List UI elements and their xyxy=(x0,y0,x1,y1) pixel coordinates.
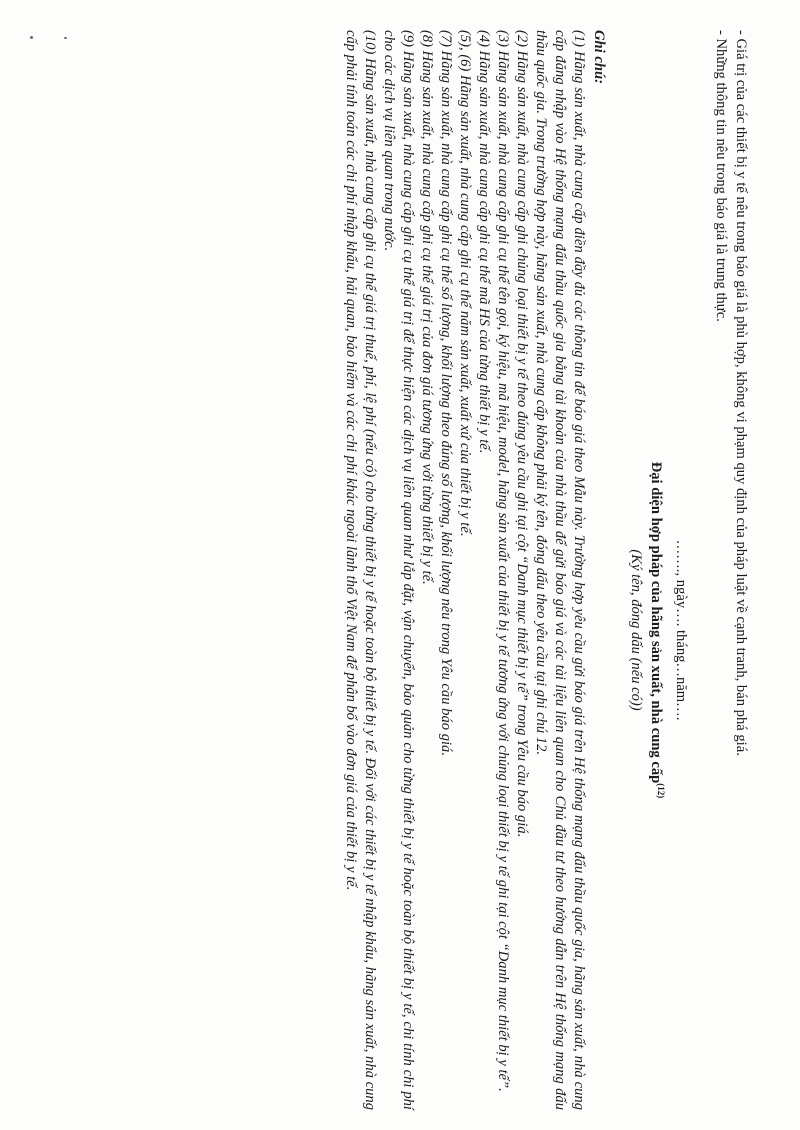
signature-instruction: (Ký tên, đóng dấu (nếu có)) xyxy=(628,549,645,711)
note-item: (10) Hãng sản xuất, nhà cung cấp ghi cụ thể giá trị thuế, phí, lệ phí (nếu có) cho từng thiết bị y tế hoặc toàn bộ thiết bị y tế. Đối với các thiết bị y tế nhập khẩu, hãng sản xuất, nhà cung cấp phải tính toán các chi phí nhập khẩu, hải quan, bảo hiểm và các chi phí khác ngoài lãnh thổ Việt Nam để phân bổ vào đơn giá của thiết bị y tế. xyxy=(343,30,379,1110)
note-item: (9) Hãng sản xuất, nhà cung cấp ghi cụ thể giá trị để thực hiện các dịch vụ liên quan như lắp đặt, vận chuyển, bảo quản cho từng thiết bị y tế hoặc toàn bộ thiết bị y tế, chi tính chi phí cho các dịch vụ liên quan trong nước. xyxy=(381,30,417,1110)
commitment-item: - Giá trị của các thiết bị y tế nêu trong báo giá là phù hợp, không vi phạm quy định của pháp luật về cạnh tranh, bán phá giá. xyxy=(733,30,749,756)
note-item: (3) Hãng sản xuất, nhà cung cấp ghi cụ thể tên gọi, ký hiệu, mã hiệu, model, hãng sản xuất của thiết bị y tế tương ứng với chủng loại thiết bị y tế ghi tại cột “Danh mục thiết bị y tế”. xyxy=(495,30,512,1092)
note-item: (8) Hãng sản xuất, nhà cung cấp ghi cụ thể giá trị của đơn giá tương ứng với từng thiết bị y tế. xyxy=(419,30,436,585)
signature-title xyxy=(646,330,671,930)
note-item: (7) Hãng sản xuất, nhà cung cấp ghi cụ thể số lượng, khối lượng theo đúng số lượng, khối lượng nêu trong Yêu cầu báo giá. xyxy=(438,30,455,756)
note-item: (4) Hãng sản xuất, nhà cung cấp ghi cụ thể mã HS của từng thiết bị y tế. xyxy=(476,30,493,454)
scan-speck xyxy=(30,36,33,39)
rotated-document-content xyxy=(50,30,750,1110)
commitment-list xyxy=(711,30,750,1110)
commitment-item: - Những thông tin nêu trong báo giá là trung thực. xyxy=(713,30,729,322)
notes-section xyxy=(341,30,608,1110)
signature-block xyxy=(626,330,691,930)
signature-date-line: ……., ngày…. tháng…năm…. xyxy=(673,539,689,721)
signature-title-text: Đại diện hợp pháp của hãng sản xuất, nhà cung cấp xyxy=(648,461,665,784)
note-item: (5), (6) Hãng sản xuất, nhà cung cấp ghi cụ thể năm sản xuất, xuất xứ của thiết bị y tế. xyxy=(457,30,474,537)
note-item: (2) Hãng sản xuất, nhà cung cấp ghi chủng loại thiết bị y tế theo đúng yêu cầu ghi tại cột “Danh mục thiết bị y tế” trong Yêu cầu báo giá. xyxy=(514,30,531,838)
signature-footnote-ref: (12) xyxy=(656,783,666,799)
notes-heading: Ghi chú: xyxy=(591,30,608,84)
note-item: (1) Hãng sản xuất, nhà cung cấp điền đầy đủ các thông tin để báo giá theo Mẫu này. Trường hợp yêu cầu gửi báo giá trên Hệ thống mạng đấu thầu quốc gia, hãng sản xuất, nhà cung cấp đăng nhập vào Hệ thống mạng đấu thầu quốc gia bằng tài khoản của nhà thầu để gửi báo giá và các tài liệu liên quan cho Chủ đầu tư theo hướng dẫn trên Hệ thống mạng đấu thầu quốc gia. Trong trường hợp này, hãng sản xuất, nhà cung cấp không phải ký tên, đóng dấu theo yêu cầu tại ghi chú 12. xyxy=(533,30,588,1110)
